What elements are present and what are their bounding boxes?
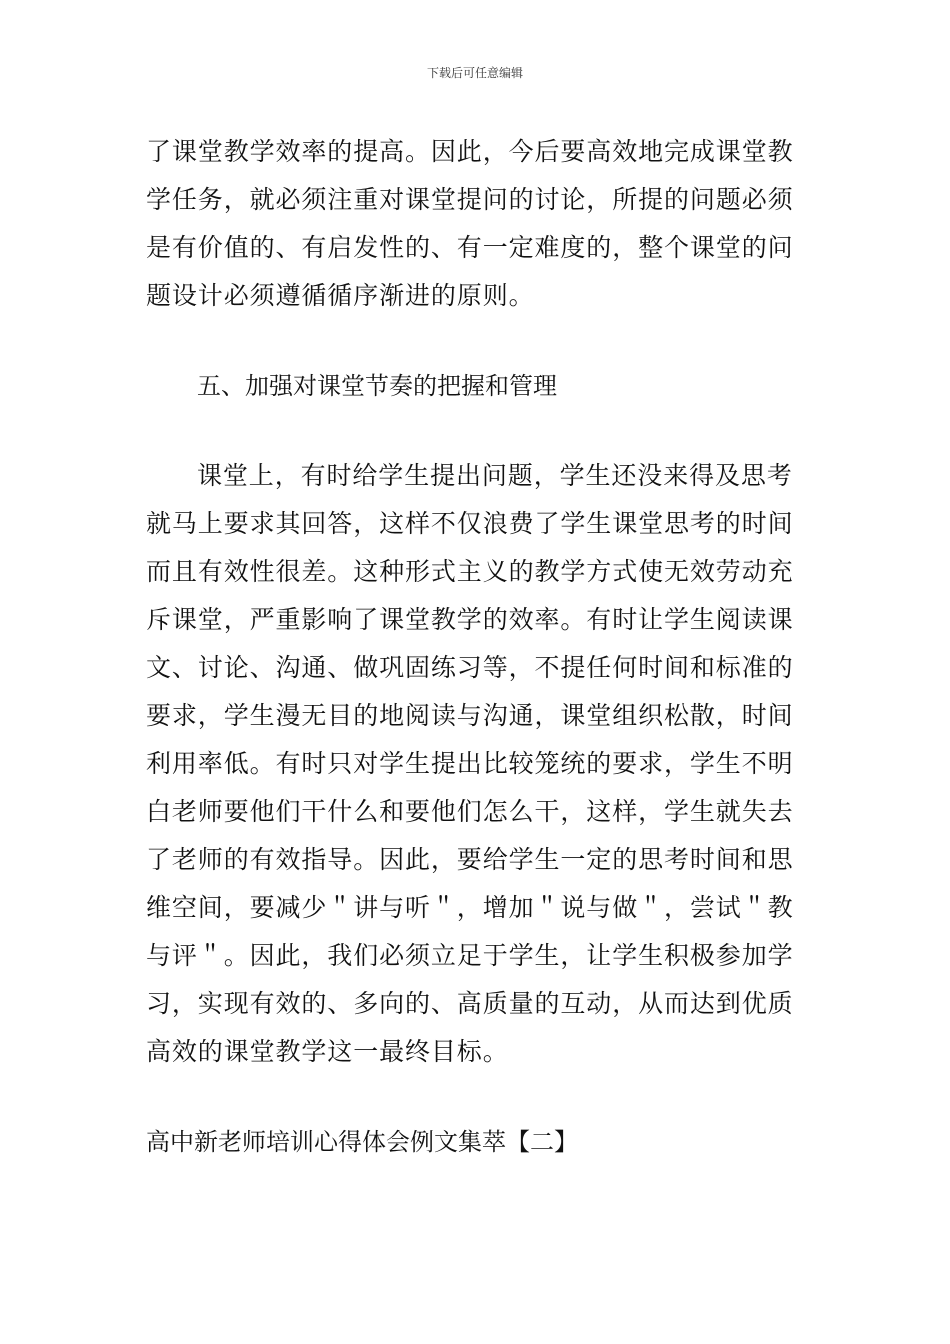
paragraph-line: 维空间，要减少＂讲与听＂，增加＂说与做＂，尝试＂教 xyxy=(146,893,794,922)
paragraph-line: 了老师的有效指导。因此，要给学生一定的思考时间和思 xyxy=(146,845,794,874)
paragraph-line: 是有价值的、有启发性的、有一定难度的，整个课堂的问 xyxy=(146,233,794,262)
paragraph-line: 题设计必须遵循循序渐进的原则。 xyxy=(146,281,535,310)
paragraph-line: 课堂上，有时给学生提出问题，学生还没来得及思考 xyxy=(197,461,793,490)
next-article-title: 高中新老师培训心得体会例文集萃【二】 xyxy=(146,1128,578,1156)
paragraph-line: 而且有效性很差。这种形式主义的教学方式使无效劳动充 xyxy=(146,557,794,586)
paragraph-line: 就马上要求其回答，这样不仅浪费了学生课堂思考的时间 xyxy=(146,509,794,538)
paragraph-line: 了课堂教学效率的提高。因此，今后要高效地完成课堂教 xyxy=(146,137,794,166)
paragraph-line: 要求，学生漫无目的地阅读与沟通，课堂组织松散，时间 xyxy=(146,701,794,730)
paragraph-line: 利用率低。有时只对学生提出比较笼统的要求，学生不明 xyxy=(146,749,794,778)
section-heading-5: 五、加强对课堂节奏的把握和管理 xyxy=(197,372,557,400)
paragraph-line: 高效的课堂教学这一最终目标。 xyxy=(146,1037,509,1066)
document-body xyxy=(146,128,806,1166)
page-header-note: 下载后可任意编辑 xyxy=(426,66,523,80)
paragraph-line: 习，实现有效的、多向的、高质量的互动，从而达到优质 xyxy=(146,989,794,1018)
paragraph-line: 学任务，就必须注重对课堂提问的讨论，所提的问题必须 xyxy=(146,185,794,214)
paragraph-line: 斥课堂，严重影响了课堂教学的效率。有时让学生阅读课 xyxy=(146,605,794,634)
paragraph-line: 白老师要他们干什么和要他们怎么干，这样，学生就失去 xyxy=(146,797,794,826)
paragraph-line: 与评＂。因此，我们必须立足于学生，让学生积极参加学 xyxy=(146,941,794,970)
paragraph-1 xyxy=(146,128,806,320)
paragraph-line: 文、讨论、沟通、做巩固练习等，不提任何时间和标准的 xyxy=(146,653,794,682)
paragraph-2 xyxy=(146,452,806,1076)
